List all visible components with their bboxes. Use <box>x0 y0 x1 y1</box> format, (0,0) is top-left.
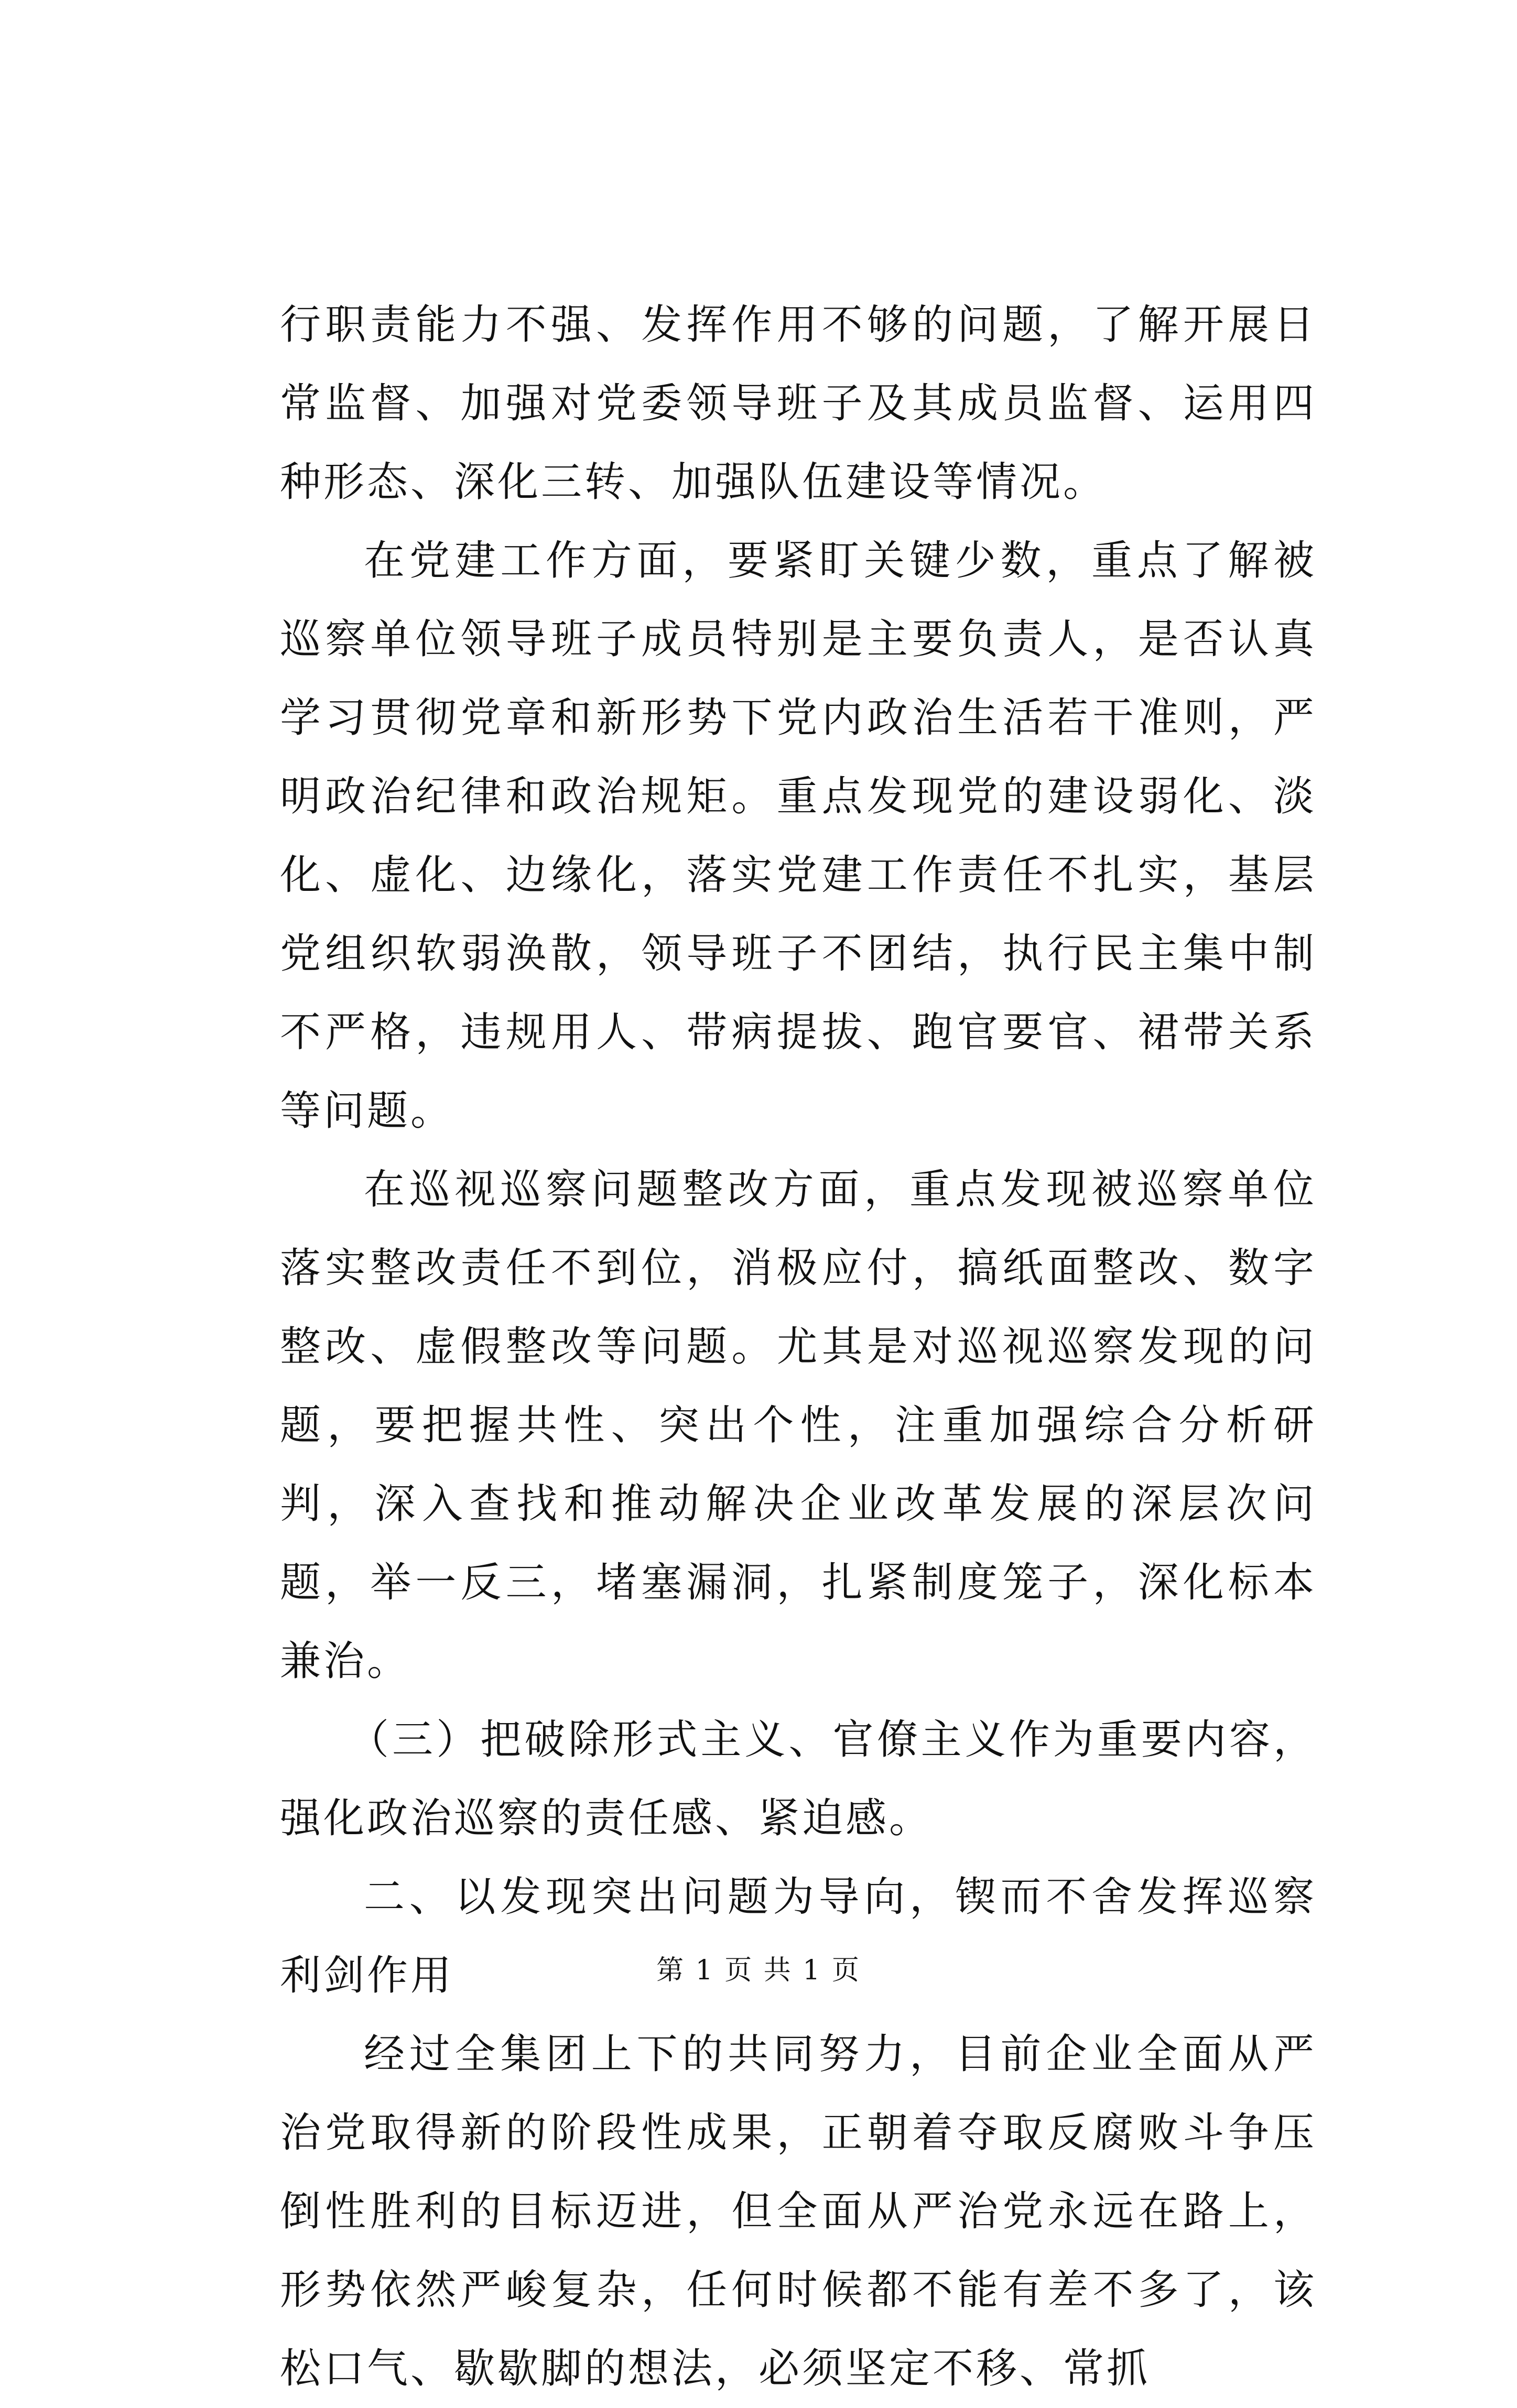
section-heading-two: 二、以发现突出问题为导向，锲而不舍发挥巡察利剑作用 <box>280 1873 1317 1999</box>
page-footer: 第 1 页 共 1 页 <box>656 1955 861 1986</box>
subheading-three: （三）把破除形式主义、官僚主义作为重要内容，强化政治巡察的责任感、紧迫感。 <box>280 1716 1317 1842</box>
paragraph-achievements: 经过全集团上下的共同努力，目前企业全面从严治党取得新的阶段性成果，正朝着夺取反腐败斗争压倒性胜利的目标迈进，但全面从严治党永远在路上，形势依然严峻复杂，任何时候都不能有差不多了，该松口气、歇歇脚的想法，必须坚定不移、常抓 <box>280 2031 1317 2392</box>
document-body <box>280 286 1317 2408</box>
paragraph-rectification: 在巡视巡察问题整改方面，重点发现被巡察单位落实整改责任不到位，消极应付，搞纸面整改、数字整改、虚假整改等问题。尤其是对巡视巡察发现的问题，要把握共性、突出个性，注重加强综合分析研判，深入查找和推动解决企业改革发展的深层次问题，举一反三，堵塞漏洞，扎紧制度笼子，深化标本兼治。 <box>280 1166 1317 1685</box>
paragraph-party-building: 在党建工作方面，要紧盯关键少数，重点了解被巡察单位领导班子成员特别是主要负责人，是否认真学习贯彻党章和新形势下党内政治生活若干准则，严明政治纪律和政治规矩。重点发现党的建设弱化、淡化、虚化、边缘化，落实党建工作责任不扎实，基层党组织软弱涣散，领导班子不团结，执行民主集中制不严格，违规用人、带病提拔、跑官要官、裙带关系等问题。 <box>280 537 1317 1135</box>
paragraph-continuation: 行职责能力不强、发挥作用不够的问题，了解开展日常监督、加强对党委领导班子及其成员监督、运用四种形态、深化三转、加强队伍建设等情况。 <box>280 301 1317 506</box>
